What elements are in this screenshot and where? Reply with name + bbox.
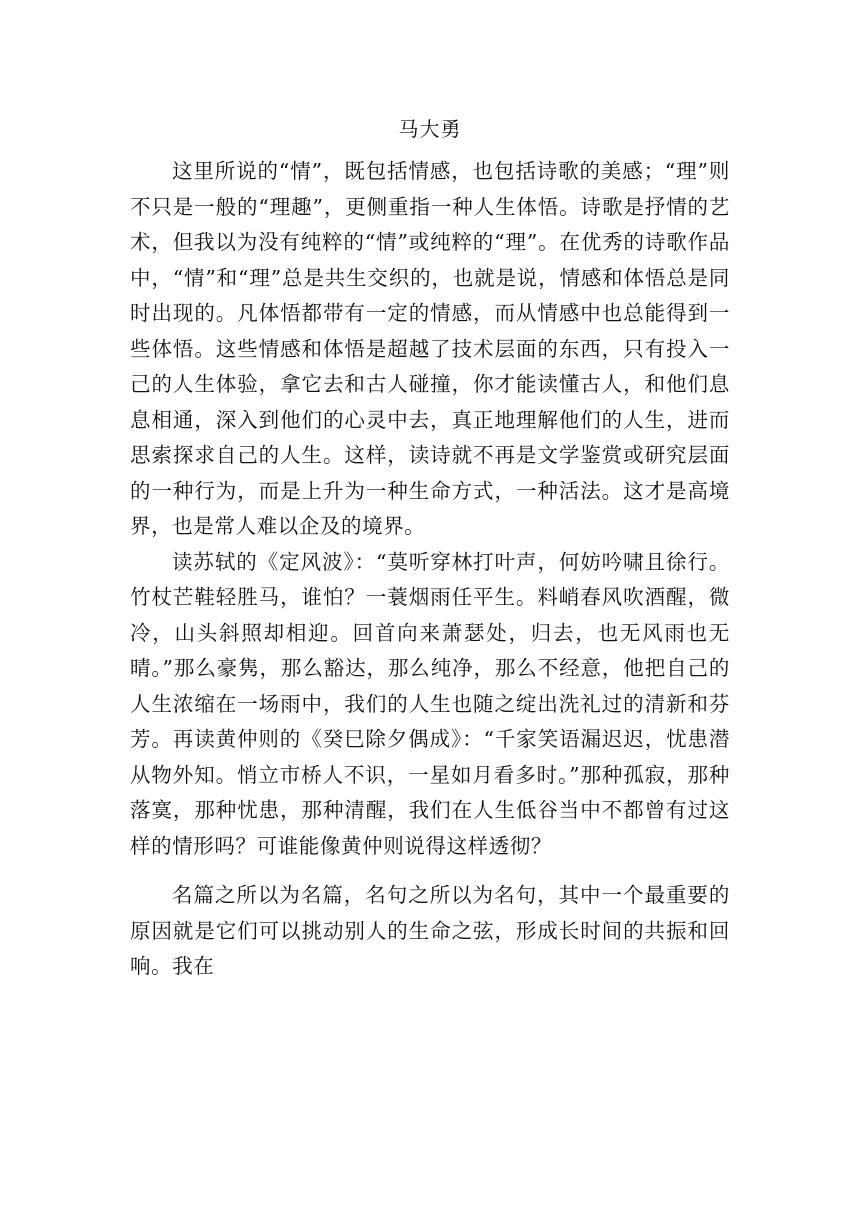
paragraph-2: 读苏轼的《定风波》：“莫听穿林打叶声，何妨吟啸且徐行。竹杖芒鞋轻胜马，谁怕？一蓑烟雨任平生。料峭春风吹酒醒，微冷，山头斜照却相迎。回首向来萧瑟处，归去，也无风雨也无晴。”那么豪隽，那么豁达，那么纯净，那么不经意，他把自己的人生浓缩在一场雨中，我们的人生也随之绽出洗礼过的清新和芬芳。再读黄仲则的《癸巳除夕偶成》：“千家笑语漏迟迟，忧患潜从物外知。悄立市桥人不识，一星如月看多时。”那种孤寂，那种落寞，那种忧患，那种清醒，我们在人生低谷当中不都曾有过这样的情形吗？可谁能像黄仲则说得这样透彻？ bbox=[130, 549, 730, 858]
article-body bbox=[130, 154, 730, 985]
paragraph-3: 名篇之所以为名篇，名句之所以为名句，其中一个最重要的原因就是它们可以挑动别人的生命之弦，形成长时间的共振和回响。我在 bbox=[130, 883, 730, 978]
author-name: 马大勇 bbox=[398, 117, 462, 141]
paragraph-1: 这里所说的“情”，既包括情感，也包括诗歌的美感；“理”则不只是一般的“理趣”，更侧重指一种人生体悟。诗歌是抒情的艺术，但我以为没有纯粹的“情”或纯粹的“理”。在优秀的诗歌作品中，“情”和“理”总是共生交织的，也就是说，情感和体悟总是同时出现的。凡体悟都带有一定的情感，而从情感中也总能得到一些体悟。这些情感和体悟是超越了技术层面的东西，只有投入一己的人生体验，拿它去和古人碰撞，你才能读懂古人，和他们息息相通，深入到他们的心灵中去，真正地理解他们的人生，进而思索探求自己的人生。这样，读诗就不再是文学鉴赏或研究层面的一种行为，而是上升为一种生命方式，一种活法。这才是高境界，也是常人难以企及的境界。 bbox=[130, 159, 730, 538]
